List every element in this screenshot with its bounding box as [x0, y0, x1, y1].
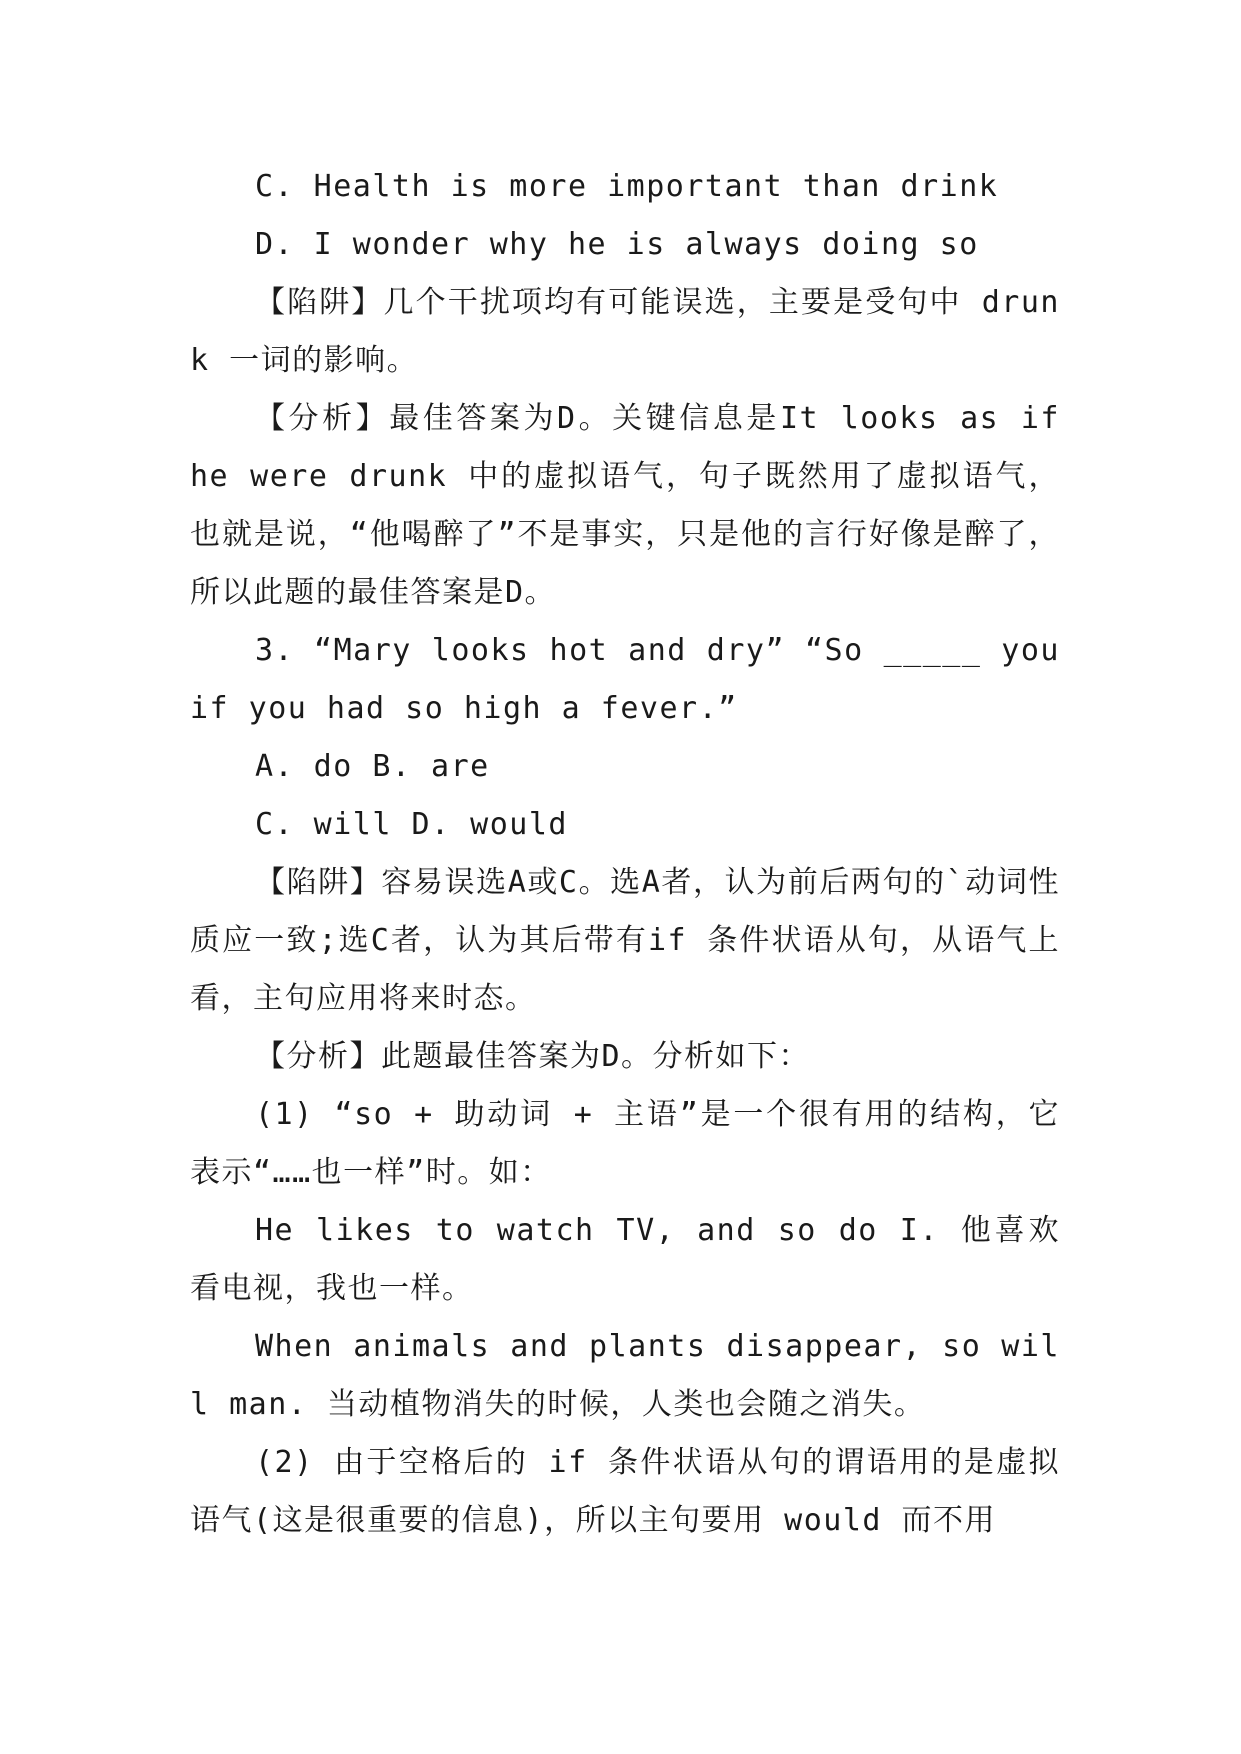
option-c-line: C. Health is more important than drink — [255, 169, 999, 204]
example-sentence-2: When animals and plants disappear, so will man. 当动植物消失的时候，人类也会随之消失。 — [190, 1329, 1060, 1422]
trap-paragraph-2: 【陷阱】容易误选A或C。选A者，认为前后两句的`动词性质应一致;选C者，认为其后带有if 条件状语从句，从语气上看，主句应用将来时态。 — [190, 865, 1060, 1016]
options-a-b: A. do B. are — [255, 749, 490, 784]
question-3: 3. “Mary looks hot and dry” “So _____ you if you had so high a fever.” — [190, 633, 1060, 726]
options-c-d: C. will D. would — [255, 807, 568, 842]
trap-paragraph-1: 【陷阱】几个干扰项均有可能误选，主要是受句中 drunk 一词的影响。 — [190, 285, 1060, 378]
analysis-point-2: (2) 由于空格后的 if 条件状语从句的谓语用的是虚拟语气(这是很重要的信息)，所以主句要用 would 而不用 — [190, 1445, 1060, 1538]
document-body — [190, 158, 1060, 1550]
example-sentence-1: He likes to watch TV, and so do I. 他喜欢看电视，我也一样。 — [190, 1213, 1060, 1306]
analysis-heading-2: 【分析】此题最佳答案为D。分析如下： — [255, 1039, 811, 1074]
analysis-paragraph-1: 【分析】最佳答案为D。关键信息是It looks as if he were drunk 中的虚拟语气，句子既然用了虚拟语气，也就是说，“他喝醉了”不是事实，只是他的言行好像是醉了，所以此题的最佳答案是D。 — [190, 401, 1060, 610]
option-d-line: D. I wonder why he is always doing so — [255, 227, 979, 262]
analysis-point-1: (1) “so + 助动词 + 主语”是一个很有用的结构，它表示“……也一样”时。如： — [190, 1097, 1060, 1190]
